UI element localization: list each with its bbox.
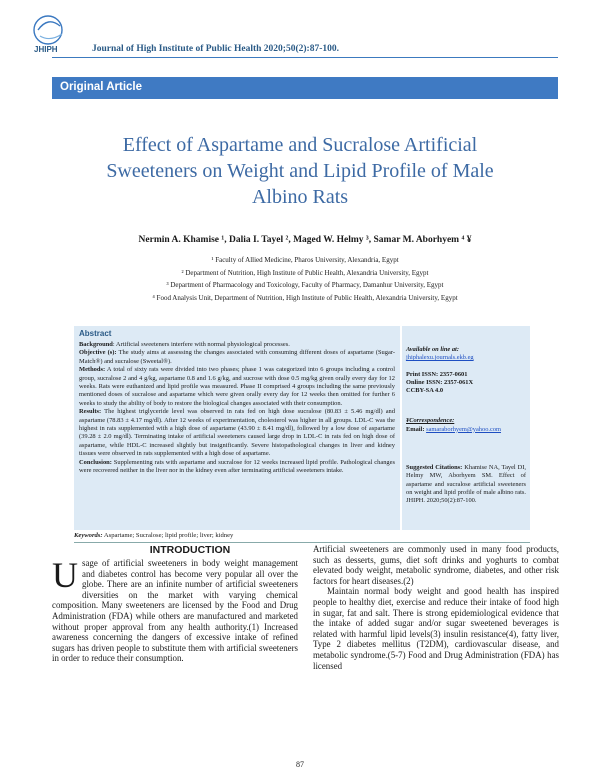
affiliation-3: ³ Department of Pharmacology and Toxicology, Faculty of Pharmacy, Damanhur University, Egypt [166,281,444,290]
keywords-label: Keywords: [74,532,103,539]
keywords: Keywords: Aspartame; Sucralose; lipid profile; liver; kidney [74,532,530,543]
journal-logo [30,12,80,56]
abstract-body [79,341,395,526]
license: CCBY-SA 4.0 [406,387,444,395]
journal-citation-line: Journal of High Institute of Public Health 2020;50(2):87-100. [92,44,339,54]
abstract-background: Background: Artificial sweeteners interfere with normal physiological processes. [79,341,290,348]
intro-left-column [52,558,298,738]
affiliations [52,254,558,304]
paper-title [60,132,540,210]
abstract-results: Results: The highest triglyceride level was observed in rats fed on high dose sucralose (80.83 ± 5.46 mg/dl) and aspartame (78.83 ± 4.17 mg/dl). After 12 weeks of experimentation, cholesterol was higher in all groups. LDL-C was the highest in rats supplemented with a high dose of aspartame (43.90 ± 8.41 mg/dl), followed by a low dose of aspartame (39.28 ± 2.0 mg/dl). Terminating intake of artificial sweeteners caused large drop in LDL-C in rats fed on high dose of aspartame, while HDL-C increased slightly but insignificantly. Severe histopathological changes in liver and kidney tissues were observed in rats supplemented with a high dose of aspartame. [79,408,395,458]
citation-label: Suggested Citations: [406,464,463,472]
intro-right-column [313,544,559,774]
affiliation-1: ¹ Faculty of Allied Medicine, Pharos University, Alexandria, Egypt [211,256,399,264]
drop-cap: U [52,558,78,595]
header-rule [52,57,558,58]
intro-paragraph-1: sage of artificial sweeteners in body weight management and diabetes control has become very popular all over the globe. There are an infinite number of artificial sweeteners diversities on the market with varying chemical composition. Many sweeteners are licensed by the Food and Drug Administration (FDA) while others are manufactured and marketed without proper approval from any health authority.(1) Increased awareness concerning the dangers of excessive intake of refined sugars has driven people to substitute them with artificial sweeteners in order to reduce their consumption. [52,558,298,664]
journal-url-link[interactable]: jhiphalexu.journals.ekb.eg [406,354,474,362]
correspondence-label: ¥Correspondence: [406,417,455,425]
available-online-label: Available on line at: [406,346,459,353]
title-line-2: Sweeteners on Weight and Lipid Profile of Male [106,160,494,182]
intro-paragraph-3: Maintain normal body weight and good health has inspired people to healthy diet, exercise and reduce their intake of food high in sugar, fat and salt. There is strong epidemiological evidence that the intake of added sugar and/or sugar sweetened beverages is related with harmful lipid levels(3) insulin resistance(4), fatty liver, Type 2 diabetes mellitus (T2DM), cardiovascular disease, and metabolic syndrome.(5-7) Food and Drug Administration (FDA) has licensed [313,586,559,671]
print-issn: Print ISSN: 2357-0601 [406,370,468,378]
abstract-heading: Abstract [79,329,112,338]
affiliation-4: ⁴ Food Analysis Unit, Department of Nutrition, High Institute of Public Health, Alexandria University, Egypt [152,293,458,302]
online-issn: Online ISSN: 2357-061X [406,378,474,386]
email-label: Email: [406,425,425,433]
affiliation-2: ² Department of Nutrition, High Institute of Public Health, Alexandria University, Egypt [181,268,429,277]
introduction-heading: INTRODUCTION [149,544,231,556]
abstract-conclusion: Conclusion: Supplementing rats with aspartame and sucralose for 12 weeks increased lipid profile. Pathological changes were recovered neither in the liver nor in the kidney even after terminating artificial sweeteners intake. [79,458,395,475]
abstract-objective: Objective (s): The study aims at assessing the changes associated with consuming different doses of aspartame (Sugar-Match®) and sucralose (Sweetal®). [79,349,395,365]
email-link[interactable]: samaraborhyem@yahoo.com [426,425,501,433]
suggested-citation: Suggested Citations: Khamise NA, Tayel DI, Helmy MW, Aborhyem SM. Effect of aspartame and sucralose artificial sweeteners on weight and lipid profile of male albino rats. JHIPH. 2020;50(2):87-100. [406,464,527,505]
article-type-label: Original Article [60,81,143,93]
intro-paragraph-2: Artificial sweeteners are commonly used in many food products, such as desserts, gums, diet soft drinks and yoghurts to combat elevated body weight, metabolic syndrome, diabetes, and other risk factors for heart diseases.(2) [313,544,559,586]
article-info [406,346,526,514]
page-number: 87 [296,760,304,769]
title-line-1: Effect of Aspartame and Sucralose Artificial [122,134,478,156]
logo-text: JHIPH [34,45,58,54]
abstract-methods: Methods: A total of sixty rats were divided into two phases; phase 1 was categorized into 6 groups including a control group, sucralose 2 and 4 g/kg, aspartame 0.8 and 1.6 g/kg, and sucrose with dose 0.5 mg/kg given orally every day for 12 weeks. Rats were euthanized and lipid profile was measured. Phase II comprised 4 groups including the same previously mentioned doses of sucralose and aspartame which were given orally every day for 12 weeks then omitted for further 6 weeks to study the ability of body to restore the biological changes associated with their consumption. [79,366,395,407]
article-type-banner [52,77,558,99]
title-line-3: Albino Rats [251,186,349,208]
author-list: Nermin A. Khamise ¹, Dalia I. Tayel ², Maged W. Helmy ³, Samar M. Aborhyem ⁴ ¥ [138,235,472,245]
